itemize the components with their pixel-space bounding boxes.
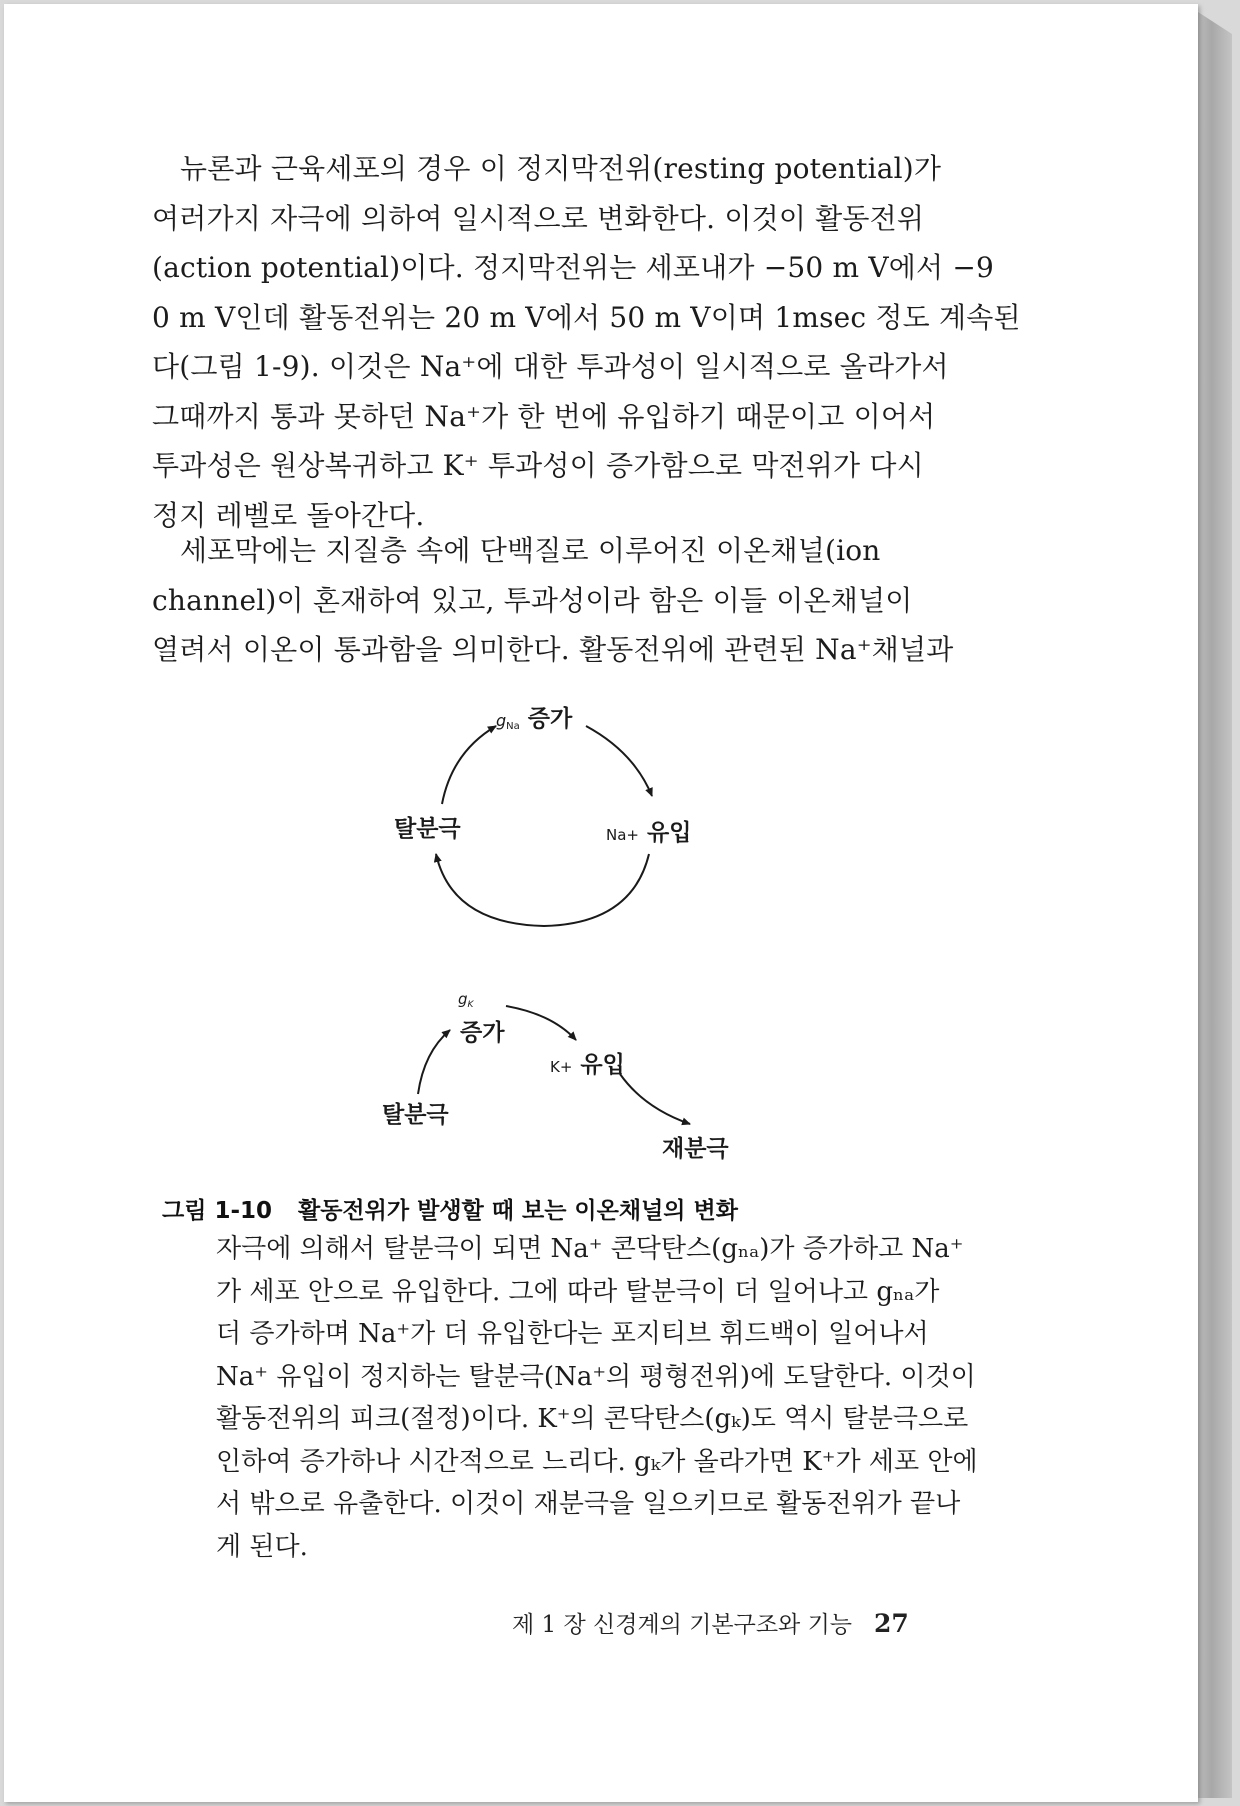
- text-line: 게 된다.: [216, 1531, 308, 1562]
- text-line: 다(그림 1-9). 이것은 Na⁺에 대한 투과성이 일시적으로 올라가서: [152, 350, 949, 383]
- text-line: 정지 레벨로 돌아간다.: [152, 498, 425, 532]
- text-line: 가 세포 안으로 유입한다. 그에 따라 탈분극이 더 일어나고 gₙₐ가: [216, 1276, 940, 1307]
- cycle-arrow-gna-to-influx: [586, 726, 652, 796]
- figure-caption: [162, 1192, 738, 1225]
- chain-arrow-gk-to-k: [506, 1006, 576, 1040]
- text-line: 활동전위의 피크(절정)이다. K⁺의 콘닥탄스(gₖ)도 역시 탈분극으로: [216, 1404, 969, 1434]
- page-footer: [512, 1606, 909, 1639]
- depolarization-label: 탈분극: [394, 816, 461, 842]
- chain-arrow-depol-to-gk: [418, 1030, 450, 1094]
- text-line: Na⁺ 유입이 정지하는 탈분극(Na⁺의 평형전위)에 도달한다. 이것이: [216, 1361, 976, 1392]
- chain-depolarization-label: 탈분극: [382, 1102, 449, 1128]
- text-line: 여러가지 자극에 의하여 일시적으로 변화한다. 이것이 활동전위: [152, 201, 925, 235]
- cycle-arrow-depol-to-gna: [442, 726, 496, 804]
- text-line: (action potential)이다. 정지막전위는 세포내가 −50 m V에서 −9: [152, 251, 995, 284]
- text-line: 더 증가하며 Na⁺가 더 유입한다는 포지티브 휘드백이 일어나서: [216, 1319, 929, 1349]
- text-line: 열려서 이온이 통과함을 의미한다. 활동전위에 관련된 Na⁺채널과: [152, 633, 954, 666]
- cycle-arrow-influx-to-depol: [436, 854, 649, 926]
- text-line: 인하여 증가하나 시간적으로 느리다. gₖ가 올라가면 K⁺가 세포 안에: [216, 1446, 978, 1477]
- figure-title: 활동전위가 발생할 때 보는 이온채널의 변화: [298, 1198, 738, 1224]
- na-influx-label: Na+ 유입: [606, 820, 692, 846]
- gna-increase-label: gNa 증가: [496, 706, 573, 732]
- figure-explanation: [216, 1228, 994, 1568]
- figure-number: 그림 1-10: [162, 1198, 272, 1224]
- text-line: 서 밖으로 유출한다. 이것이 재분극을 일으키므로 활동전위가 끝나: [216, 1489, 961, 1519]
- gk-symbol: $g_K$: [458, 990, 474, 1010]
- book-page: [4, 4, 1198, 1802]
- gk-increase-label: 증가: [460, 1020, 505, 1046]
- book-page-edge: [1198, 12, 1232, 1798]
- text-line: 0 m V인데 활동전위는 20 m V에서 50 m V이며 1msec 정도 계속된: [152, 300, 1021, 334]
- k-influx-label: K+ 유입: [550, 1052, 625, 1078]
- chapter-title: 제 1 장 신경계의 기본구조와 기능: [512, 1612, 853, 1638]
- repolarization-label: 재분극: [662, 1136, 729, 1162]
- chain-arrow-k-to-repol: [620, 1074, 690, 1124]
- text-line: 뉴론과 근육세포의 경우 이 정지막전위(resting potential)가: [180, 152, 942, 185]
- text-line: channel)이 혼재하여 있고, 투과성이라 함은 이들 이온채널이: [152, 583, 913, 617]
- text-line: 세포막에는 지질층 속에 단백질로 이루어진 이온채널(ion: [180, 534, 881, 567]
- text-line: 그때까지 통과 못하던 Na⁺가 한 번에 유입하기 때문이고 이어서: [152, 399, 936, 433]
- page-number: 27: [874, 1609, 909, 1638]
- text-line: 자극에 의해서 탈분극이 되면 Na⁺ 콘닥탄스(gₙₐ)가 증가하고 Na⁺: [216, 1234, 964, 1264]
- text-line: 투과성은 원상복귀하고 K⁺ 투과성이 증가함으로 막전위가 다시: [152, 449, 924, 482]
